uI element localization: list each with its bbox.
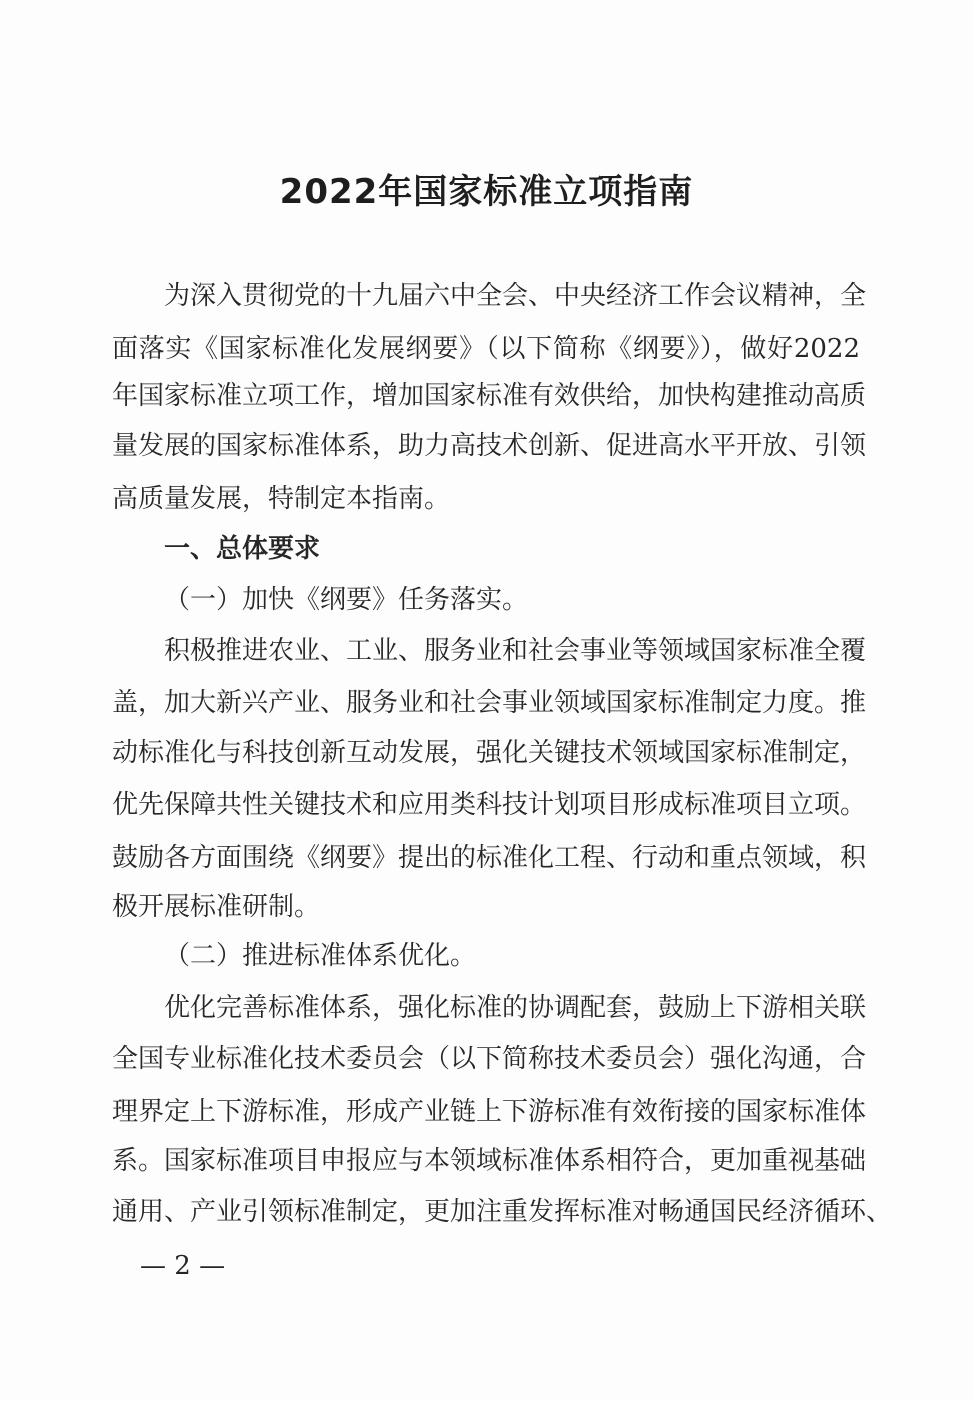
document-title: 2022年国家标准立项指南: [279, 172, 694, 212]
sub2-line-5: 通用、产业引领标准制定，更加注重发挥标准对畅通国民经济循环、: [112, 1197, 893, 1227]
intro-line-1: 为深入贯彻党的十九届六中全会、中央经济工作会议精神，全: [164, 281, 867, 311]
sub1-line-1: 积极推进农业、工业、服务业和社会事业等领域国家标准全覆: [164, 636, 867, 666]
intro-line-2: 面落实《国家标准化发展纲要》（以下简称《纲要》），做好2022: [112, 334, 860, 364]
sub1-line-5: 鼓励各方面围绕《纲要》提出的标准化工程、行动和重点领域，积: [112, 843, 867, 873]
section-heading-general-requirements: 一、总体要求: [164, 534, 321, 564]
subsection-heading-2: （二）推进标准体系优化。: [164, 941, 477, 971]
sub2-line-2: 全国专业标准化技术委员会（以下简称技术委员会）强化沟通，合: [112, 1044, 867, 1074]
sub1-line-6: 极开展标准研制。: [112, 892, 321, 922]
intro-line-3: 年国家标准立项工作，增加国家标准有效供给，加快构建推动高质: [112, 381, 867, 411]
sub1-line-2: 盖，加大新兴产业、服务业和社会事业领域国家标准制定力度。推: [112, 688, 867, 718]
sub2-line-3: 理界定上下游标准，形成产业链上下游标准有效衔接的国家标准体: [112, 1097, 867, 1127]
sub1-line-4: 优先保障共性关键技术和应用类科技计划项目形成标准项目立项。: [112, 790, 867, 820]
intro-line-5: 高质量发展，特制定本指南。: [112, 484, 451, 514]
sub1-line-3: 动标准化与科技创新互动发展，强化关键技术领域国家标准制定，: [112, 738, 867, 768]
subsection-heading-1: （一）加快《纲要》任务落实。: [164, 585, 529, 615]
sub2-line-1: 优化完善标准体系，强化标准的协调配套，鼓励上下游相关联: [164, 993, 867, 1023]
sub2-line-4: 系。国家标准项目申报应与本领域标准体系相符合，更加重视基础: [112, 1146, 867, 1176]
page-number: — 2 —: [140, 1251, 226, 1281]
intro-line-4: 量发展的国家标准体系，助力高技术创新、促进高水平开放、引领: [112, 431, 867, 461]
